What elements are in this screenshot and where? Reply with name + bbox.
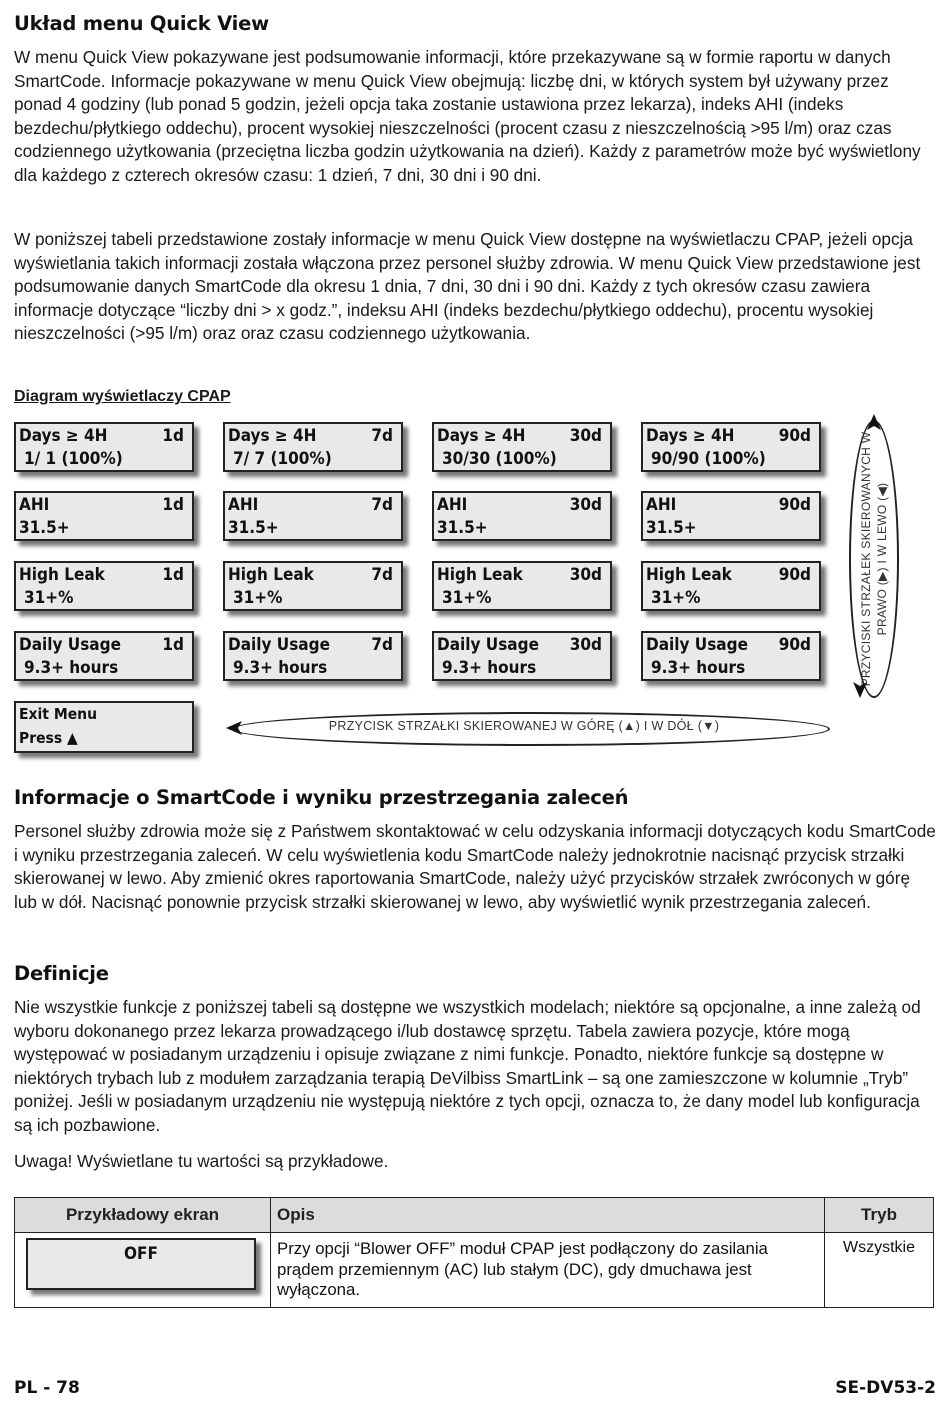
screen-label: High Leak [437,565,523,585]
screen-period: 90d [778,495,811,515]
screen-period: 1d [162,565,184,585]
cpap-screen [641,491,821,541]
section-title-quick-view: Układ menu Quick View [14,12,269,35]
cpap-screen [641,631,821,681]
cpap-screen [641,561,821,611]
screen-label: High Leak [646,565,732,585]
table-header-row [15,1198,934,1233]
cpap-screen [641,422,821,472]
screen-period: 1d [162,635,184,655]
cpap-screen [14,491,194,541]
diagram-title: Diagram wyświetlaczy CPAP [14,388,231,405]
cpap-screen [14,631,194,681]
page-number: PL - 78 [14,1378,80,1398]
screen-value: 9.3+ hours [24,658,119,678]
screen-value: 31+% [651,588,701,608]
sample-screen-cell [15,1233,271,1308]
cpap-screen [432,422,612,472]
cpap-screen [14,561,194,611]
cpap-screen [223,422,403,472]
arrow-left-icon [224,718,244,738]
cpap-screen [432,561,612,611]
screen-value: 31.5+ [646,518,697,538]
screen-period: 90d [778,426,811,446]
definitions-table [14,1197,934,1308]
cpap-screen [432,631,612,681]
up-down-arrows-ellipse [232,712,830,746]
screen-period: 90d [778,635,811,655]
screen-value: 90/90 (100%) [651,449,766,469]
cpap-screen [223,631,403,681]
screen-value: 31+% [24,588,74,608]
screen-value: 30/30 (100%) [442,449,557,469]
cpap-screen [432,491,612,541]
screen-label: AHI [228,495,259,515]
up-down-arrows-label: PRZYCISK STRZAŁKI SKIEROWANEJ W GÓRĘ (▲) I W DÓŁ (▼) [328,719,720,733]
cpap-screen [223,561,403,611]
description-cell: Przy opcji “Blower OFF” moduł CPAP jest podłączony do zasilania prądem przemiennym (AC) lub stałym (DC), gdy dmuchawa jest wyłączona. [271,1233,825,1308]
screen-label: High Leak [228,565,314,585]
screen-label: Days ≥ 4H [646,426,735,446]
screen-period: 30d [569,426,602,446]
table-row [15,1233,934,1308]
screen-value: 7/ 7 (100%) [233,449,332,469]
screen-value: 1/ 1 (100%) [24,449,123,469]
screen-period: 1d [162,495,184,515]
screen-period: 1d [162,426,184,446]
screen-value: 31.5+ [19,518,70,538]
screen-label: Days ≥ 4H [19,426,108,446]
screen-label: Daily Usage [19,635,121,655]
cpap-screen [14,422,194,472]
screen-value: 9.3+ hours [233,658,328,678]
section-title-smartcode: Informacje o SmartCode i wyniku przestrzegania zaleceń [14,786,629,809]
definitions-note: Uwaga! Wyświetlane tu wartości są przykładowe. [14,1151,389,1171]
screen-period: 30d [569,565,602,585]
screen-value: 31.5+ [437,518,488,538]
arrow-up-icon [864,412,884,432]
screen-value: 31+% [442,588,492,608]
screen-label: AHI [646,495,677,515]
screen-period: 7d [371,495,393,515]
screen-label: Days ≥ 4H [228,426,317,446]
screen-label: High Leak [19,565,105,585]
screen-value: 9.3+ hours [651,658,746,678]
definitions-paragraph: Nie wszystkie funkcje z poniższej tabeli są dostępne we wszystkich modelach; niektóre są opcjonalne, a inne zależą od wyboru dokonanego przez lekarza prowadzącego i/lub dostawcę sprzętu. Tabela zawiera pozycje, które mogą występować w posiadanym urządzeniu i opisuje związane z nimi funkcje. Ponadto, niektóre funkcje są dostępne w niektórych trybach lub z modułem zarządzania terapią DeVilbiss SmartLink – są one zamieszczone w kolumnie „Tryb” poniżej. Jeśli w posiadanym urządzeniu nie występują niektóre z tych opcji, oznacza to, że dany model lub konfiguracja są ich pozbawione. [14,997,921,1135]
screen-period: 30d [569,635,602,655]
cpap-screen [223,491,403,541]
header-description: Opis [271,1198,825,1233]
arrow-down-icon [850,680,870,700]
mode-cell: Wszystkie [825,1233,934,1308]
screen-period: 7d [371,426,393,446]
section-title-definitions: Definicje [14,962,109,985]
screen-label: Days ≥ 4H [437,426,526,446]
screen-period: 7d [371,565,393,585]
document-code: SE-DV53-2 [835,1378,936,1398]
screen-period: 90d [778,565,811,585]
left-right-arrows-ellipse [849,420,899,698]
screen-label: AHI [437,495,468,515]
screen-label: AHI [19,495,50,515]
screen-value: 31+% [233,588,283,608]
screen-value: 31.5+ [228,518,279,538]
screen-label: Daily Usage [437,635,539,655]
sample-screen-off: OFF [26,1238,256,1290]
exit-menu-line1: Exit Menu [19,705,98,723]
screen-value: 9.3+ hours [442,658,537,678]
header-sample-screen: Przykładowy ekran [15,1198,271,1233]
left-right-arrows-label: PRZYCISKI STRZAŁEK SKIEROWANYCH W PRAWO (▶) I W LEWO (◀) [859,431,889,687]
screen-period: 30d [569,495,602,515]
header-mode: Tryb [825,1198,934,1233]
quick-view-table-paragraph: W poniższej tabeli przedstawione zostały informacje w menu Quick View dostępne na wyświetlaczu CPAP, jeżeli opcja wyświetlania takich informacji została włączona przez personel służby zdrowia. W menu Quick View przedstawione jest podsumowanie danych SmartCode dla okresu 1 dnia, 7 dni, 30 dni i 90 dni. Każdy z tych okresów czasu zawiera informacje dotyczące “liczby dni > x godz.”, indeksu AHI (indeks bezdechu/płytkiego oddechu), procentu wysokiej nieszczelności (>95 l/m) oraz oraz czasu codziennego użytkowania. [14,229,921,344]
screen-period: 7d [371,635,393,655]
screen-label: Daily Usage [228,635,330,655]
smartcode-paragraph: Personel służby zdrowia może się z Państwem skontaktować w celu odzyskania informacji dotyczących kodu SmartCode i wyniku przestrzegania zaleceń. W celu wyświetlenia kodu SmartCode należy jednokrotnie nacisnąć przycisk strzałki skierowanej w lewo. Aby zmienić okres raportowania SmartCode, należy użyć przycisków strzałek zwróconych w górę lub w dół. Nacisnąć ponownie przycisk strzałki skierowanej w lewo, aby wyświetlić wynik przestrzegania zaleceń. [14,821,936,912]
exit-menu-screen [14,701,194,753]
quick-view-intro-paragraph: W menu Quick View pokazywane jest podsumowanie informacji, które przekazywane są w formie raportu w danych SmartCode. Informacje pokazywane w menu Quick View obejmują: liczbę dni, w których system był używany przez ponad 4 godziny (lub ponad 5 godzin, jeżeli opcja taka zostanie ustawiona przez lekarza), indeks AHI (indeks bezdechu/płytkiego oddechu), procent wysokiej nieszczelności (procent czasu z nieszczelnością >95 l/m) oraz czas codziennego użytkowania (przeciętna liczba godzin użytkowania na dzień). Każdy z parametrów może być wyświetlony dla każdego z czterech okresów czasu: 1 dzień, 7 dni, 30 dni i 90 dni. [14,47,921,185]
exit-menu-line2: Press ▲ [19,729,78,747]
screen-label: Daily Usage [646,635,748,655]
